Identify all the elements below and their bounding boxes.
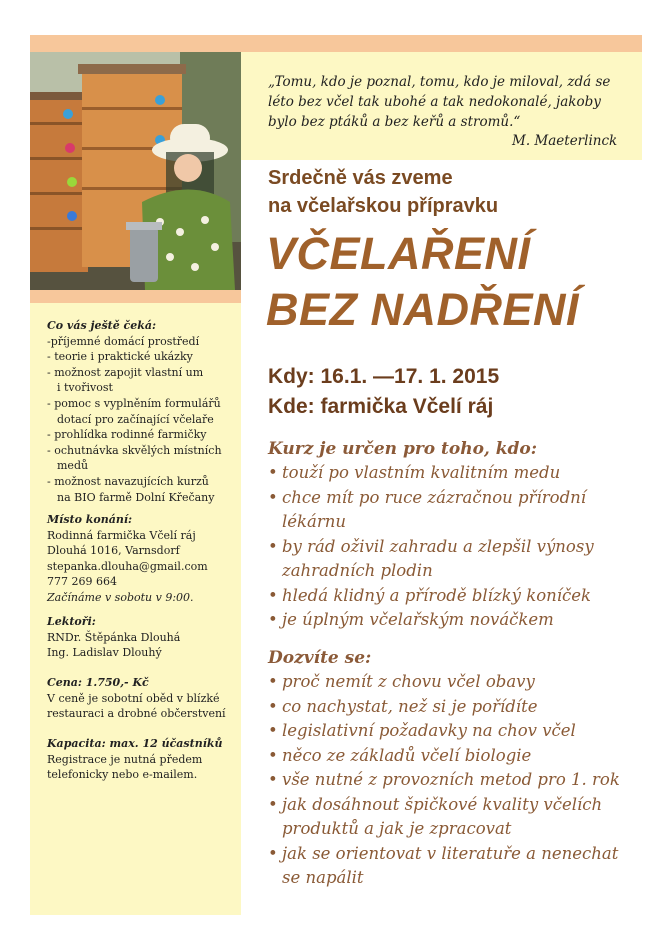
list-item: • by rád oživil zahradu a zlepšil výnosy zahradních plodin [268,536,594,580]
price-line: V ceně je sobotní oběd v blízké [47,691,220,705]
awaits-item: - možnost zapojit vlastní um [47,365,204,379]
lecturer-name: Ing. Ladislav Dlouhý [47,646,162,660]
event-date: Kdy: 16.1. —17. 1. 2015 [268,365,500,388]
bullet-icon: • [268,463,278,482]
bullet-icon: • [268,672,278,691]
bullet-icon: • [268,721,278,740]
list-item: • je úplným včelařským nováčkem [268,608,594,633]
lecturers-heading: Lektoři: [47,615,96,628]
event-title [266,226,579,338]
awaits-item: - ochutnávka skvělých místních [47,443,222,457]
bullet-icon: • [268,536,278,556]
bullet-icon: • [268,794,278,814]
beekeeper-photo [30,52,241,290]
quote-text [268,72,618,132]
awaits-item: i tvořivost [57,381,113,395]
capacity-line: telefonicky nebo e-mailem. [47,768,198,782]
capacity-heading: Kapacita: max. 12 účastníků [47,737,223,750]
event-title-line: BEZ NADŘENÍ [266,284,580,335]
bullet-icon: • [268,487,278,507]
awaits-item: - možnost navazujících kurzů [47,474,209,488]
awaits-item: - teorie i praktické ukázky [47,350,193,364]
list-item: • jak dosáhnout špičkové kvality včelích produktů a jak je zpracovat [268,794,603,838]
quote-line: bylo bez ptáků a bez keřů a stromů.“ [268,114,521,130]
start-time: Začínáme v sobotu v 9:00. [47,590,194,604]
event-place: Kde: farmička Včelí ráj [268,395,494,418]
bullet-icon: • [268,745,278,765]
list-item: • proč nemít z chovu včel obavy [268,670,620,695]
price-heading: Cena: 1.750,- Kč [47,676,149,689]
awaits-item: -příjemné domácí prostředí [47,334,200,348]
bullet-icon: • [268,585,278,605]
invitation-line: Srdečně vás zveme [268,167,453,189]
event-title-line: VČELAŘENÍ [266,228,531,279]
bullet-icon: • [268,770,278,789]
list-item: • hledá klidný a přírodě blízký koníček [268,584,594,609]
event-details [268,362,499,422]
learn-section [268,646,620,891]
capacity-line: Registrace je nutná předem [47,752,203,766]
awaits-item: dotací pro začínající včelaře [57,412,214,426]
list-item: • touží po vlastním kvalitním medu [268,461,594,486]
awaits-item: - prohlídka rodinné farmičky [47,428,207,442]
lecturer-name: RNDr. Štěpánka Dlouhá [47,630,181,644]
bullet-icon: • [268,610,278,629]
bullet-icon: • [268,843,278,863]
middle-accent-bar [30,290,241,303]
list-item: • chce mít po ruce zázračnou přírodní lékárnu [268,487,587,531]
quote-author: M. Maeterlinck [512,133,618,149]
quote-line: „Tomu, kdo je poznal, tomu, kdo je miloval, zdá se [268,74,611,90]
quote-line: léto bez včel tak ubohé a tak nedokonalé, jakoby [268,94,601,110]
lecturers-block [47,614,180,661]
learn-heading: Dozvíte se: [268,648,372,668]
awaits-block [47,318,222,505]
awaits-heading: Co vás ještě čeká: [47,319,157,332]
bullet-icon: • [268,696,278,716]
price-block [47,675,226,722]
list-item: • co nachystat, než si je pořídíte [268,695,620,720]
course-audience-section [268,437,594,633]
price-line: restauraci a drobné občerstvení [47,707,226,721]
course-audience-heading: Kurz je určen pro toho, kdo: [268,439,538,459]
venue-line: Rodinná farmička Včelí ráj [47,528,196,542]
invitation-line: na včelařskou přípravku [268,195,499,217]
list-item: • něco ze základů včelí biologie [268,744,620,769]
awaits-item: medů [57,459,89,473]
awaits-item: na BIO farmě Dolní Křečany [57,490,215,504]
capacity-block [47,736,223,783]
venue-line: Dlouhá 1016, Varnsdorf [47,544,180,558]
list-item: • legislativní požadavky na chov včel [268,719,620,744]
awaits-item: - pomoc s vyplněním formulářů [47,396,221,410]
venue-phone: 777 269 664 [47,575,117,589]
venue-block [47,512,208,606]
invitation [268,164,498,220]
list-item: • vše nutné z provozních metod pro 1. rok [268,768,620,793]
list-item: • jak se orientovat v literatuře a nenechat se napálit [268,843,619,887]
venue-email[interactable]: stepanka.dlouha@gmail.com [47,559,208,573]
venue-heading: Místo konání: [47,513,133,526]
top-accent-bar [30,35,642,52]
